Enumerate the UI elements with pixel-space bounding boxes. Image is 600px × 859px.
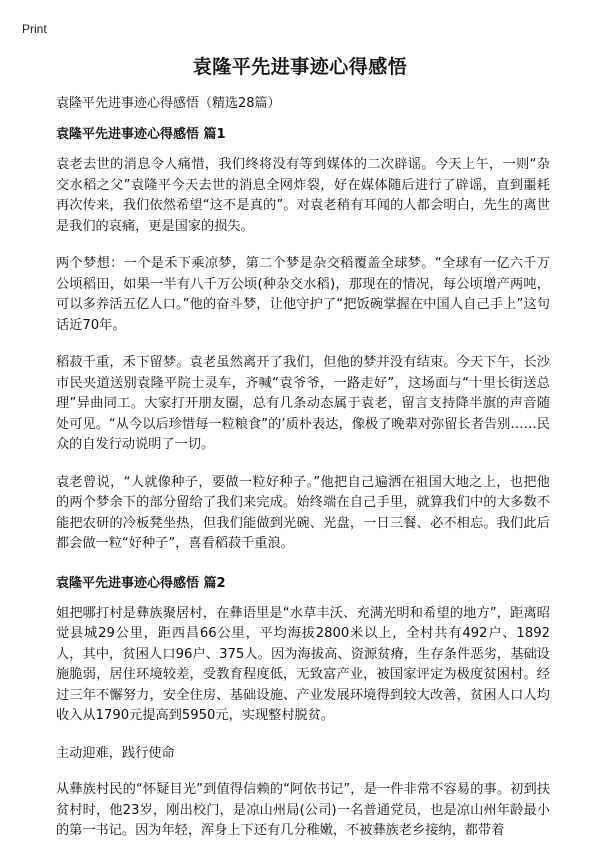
paragraph: 稻菽千重，禾下留梦。袁老虽然离开了我们，但他的梦并没有结束。今天下午，长沙市民夹道送别袁隆平院士灵车，齐喊“袁爷爷，一路走好”，这场面与“十里长街送总理”异曲同工。大家打开朋友圈，总有几条动态属于袁老，留言支持降半旗的声音随处可见。“从今以后珍惜每一粒粮食”的’质朴表达，像极了晚辈对弥留长者告别……民众的自发行动说明了一切。 — [56, 355, 550, 452]
document-body — [56, 92, 550, 859]
section-heading-1: 袁隆平先进事迹心得感悟 篇1 — [56, 127, 226, 142]
print-link[interactable]: Print — [22, 22, 47, 36]
paragraph: 袁老曾说，“人就像种子，要做一粒好种子。”他把自己遍洒在祖国大地之上，也把他的两个梦余下的部分留给了我们来完成。始终端在自己手里，就算我们中的大多数不能把农研的冷板凳坐热，但我们能做到光碗、光盘，一日三餐、必不相忘。我们此后都会做一粒“好种子”，喜看稻菽千重浪。 — [56, 474, 550, 551]
paragraph: 袁老去世的消息令人痛惜，我们终将没有等到媒体的二次辟谣。今天上午，一则“杂交水稻之父”袁隆平今天去世的消息全网炸裂，好在媒体随后进行了辟谣，直到噩耗再次传来，我们依然希望“这不是真的”。对袁老稍有耳闻的人都会明白，先生的离世是我们的哀痛，更是国家的损失。 — [56, 157, 550, 234]
page-title: 袁隆平先进事迹心得感悟 — [192, 56, 408, 78]
paragraph: 从彝族村民的“怀疑目光”到值得信赖的“阿依书记”，是一件非常不容易的事。初到扶贫村时，他23岁，刚出校门，是凉山州局(公司)一名普通党员，也是凉山州年龄最小的第一书记。因为年轻，浑身上下还有几分稚嫩，不被彝族老乡接纳，都带着 — [56, 782, 550, 838]
section-heading-2: 袁隆平先进事迹心得感悟 篇2 — [56, 575, 226, 591]
paragraph: 姐把哪打村是彝族聚居村，在彝语里是“水草丰沃、充满光明和希望的地方”，距离昭觉县城29公里，距西昌66公里，平均海拔2800米以上，全村共有492户、1892人，其中，贫困人口96户、375人。因为海拔高、资源贫瘠，生存条件恶劣，基础设施脆弱，居住环境较差，受教育程度低，无致富产业，被国家评定为极度贫困村。经过三年不懈努力，安全住房、基础设施、产业发展环境得到较大改善，贫困人口人均收入从1790元提高到5950元，实现整村脱贫。 — [56, 605, 550, 723]
document-subtitle: 袁隆平先进事迹心得感悟（精选28篇） — [56, 96, 281, 111]
paragraph: 两个梦想：一个是禾下乘凉梦，第二个梦是杂交稻覆盖全球梦。“全球有一亿六千万公顷稻田，如果一半有八千万公顷(种杂交水稻)，那现在的情况，每公顷增产两吨，可以多养活五亿人口。”他的奋斗梦，让他守护了“把饭碗掌握在中国人自己手上”这句话近70年。 — [56, 256, 550, 333]
paragraph-subheading: 主动迎难，践行使命 — [56, 745, 175, 761]
